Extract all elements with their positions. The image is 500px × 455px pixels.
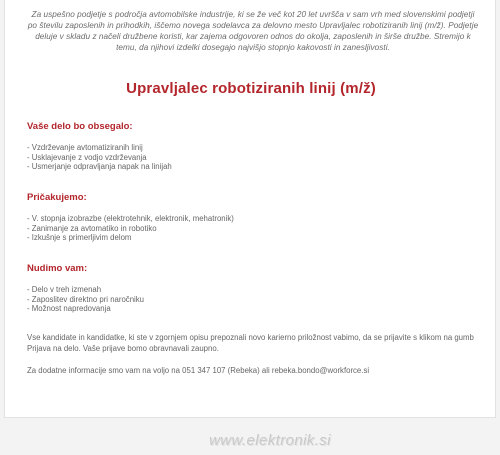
list-item: - Usklajevanje z vodjo vzdrževanja <box>27 152 147 162</box>
job-title: Upravljalec robotiziranih linij (m/ž) <box>126 80 376 97</box>
list-item: - Izkušnje s primerljivim delom <box>27 233 132 243</box>
list-item: - Vzdrževanje avtomatiziranih linij <box>27 143 143 152</box>
contact-paragraph: Za dodatne informacije smo vam na voljo na 051 347 107 (Rebeka) ali rebeka.bondo@workforce.si <box>27 366 370 375</box>
expectations-list <box>27 214 234 243</box>
list-item: - Zanimanje za avtomatiko in robotiko <box>27 223 157 233</box>
job-ad-page <box>4 0 496 418</box>
offer-heading: Nudimo vam: <box>27 263 88 274</box>
list-item: - Delo v treh izmenah <box>27 285 102 294</box>
list-item: - Možnost napredovanja <box>27 304 111 314</box>
list-item: - Usmerjanje odpravljanja napak na linijah <box>27 162 172 172</box>
offer-list <box>27 285 144 314</box>
apply-paragraph: Vse kandidate in kandidatke, ki ste v zgornjem opisu prepoznali novo karierno priložnost vabimo, da se prijavite s klikom na gumb Prijava na delo. Vaše prijave bomo obravnavali zaupno. <box>27 333 474 353</box>
watermark-text: www.elektronik.si <box>209 432 331 449</box>
expectations-heading: Pričakujemo: <box>27 192 87 203</box>
duties-heading: Vaše delo bo obsegalo: <box>27 121 133 132</box>
list-item: - Zaposlitev direktno pri naročniku <box>27 294 145 304</box>
duties-list <box>27 143 172 172</box>
intro-paragraph: Za uspešno podjetje s področja avtomobilske industrije, ki se že več kot 20 let uvršča v sam vrh med slovenskimi podjetji po številu zaposlenih in prihodkih, iščemo novega sodelavca za delovno mesto Upravljalec robotiziranih linij (m/ž). Podjetje deluje v skladu z načeli družbene koristi, kar zajema odgovoren odnos do okolja, zaposlenih in širše družbe. Stremijo k temu, da njihovi izdelki dosegajo najvišjo stopnjo kakovosti in zanesljivosti. <box>27 10 479 52</box>
list-item: - V. stopnja izobrazbe (elektrotehnik, elektronik, mehatronik) <box>27 214 234 223</box>
